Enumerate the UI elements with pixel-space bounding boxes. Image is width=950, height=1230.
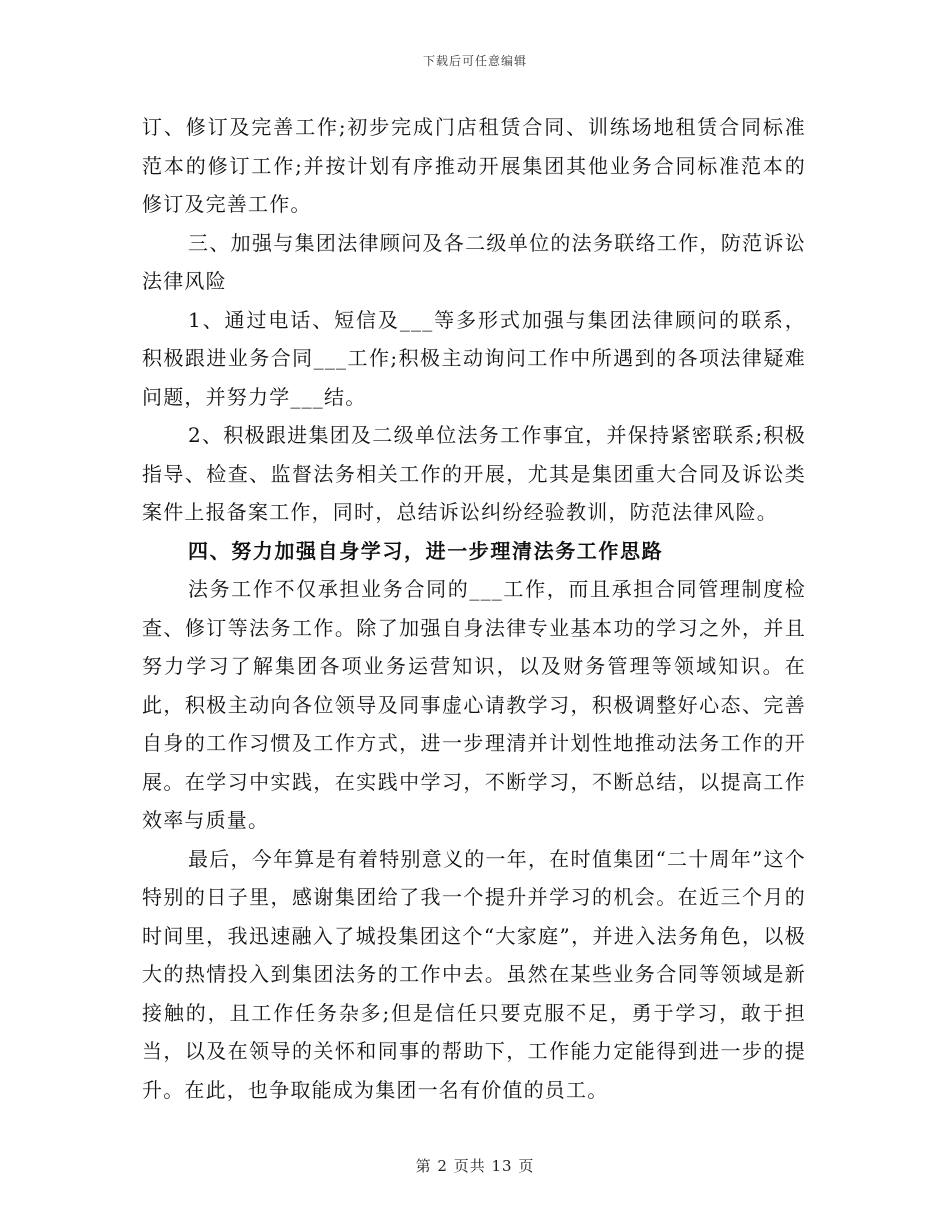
body-paragraph: 2、积极跟进集团及二级单位法务工作事宜，并保持紧密联系;积极指导、检查、监督法务相关工作的开展，尤其是集团重大合同及诉讼类案件上报备案工作，同时，总结诉讼纠纷经验教训，防范法律风险。: [142, 423, 806, 524]
document-body: [142, 108, 806, 1109]
section-heading-three: 三、加强与集团法律顾问及各二级单位的法务联络工作，防范诉讼法律风险: [142, 230, 806, 293]
page-header: 下载后可任意编辑: [422, 54, 527, 68]
body-paragraph: 法务工作不仅承担业务合同的___工作，而且承担合同管理制度检查、修订等法务工作。除了加强自身法律专业基本功的学习之外，并且努力学习了解集团各项业务运营知识，以及财务管理等领域知识。在此，积极主动向各位领导及同事虚心请教学习，积极调整好心态、完善自身的工作习惯及工作方式，进一步理清并计划性地推动法务工作的开展。在学习中实践，在实践中学习，不断学习，不断总结，以提高工作效率与质量。: [142, 577, 806, 832]
page-number-footer: 第 2 页共 13 页: [415, 1157, 535, 1175]
body-paragraph: 最后，今年算是有着特别意义的一年，在时值集团“二十周年”这个特别的日子里，感谢集团给了我一个提升并学习的机会。在近三个月的时间里，我迅速融入了城投集团这个“大家庭”，并进入法务角色，以极大的热情投入到集团法务的工作中去。虽然在某些业务合同等领域是新接触的，且工作任务杂多;但是信任只要克服不足，勇于学习，敢于担当，以及在领导的关怀和同事的帮助下，工作能力定能得到进一步的提升。在此，也争取能成为集团一名有价值的员工。: [142, 846, 806, 1102]
body-paragraph: 1、通过电话、短信及___等多形式加强与集团法律顾问的联系，积极跟进业务合同___工作;积极主动询问工作中所遇到的各项法律疑难问题，并努力学___结。: [142, 307, 806, 409]
body-paragraph: 订、修订及完善工作;初步完成门店租赁合同、训练场地租赁合同标准范本的修订工作;并按计划有序推动开展集团其他业务合同标准范本的修订及完善工作。: [142, 115, 806, 216]
section-heading-four: 四、努力加强自身学习，进一步理清法务工作思路: [188, 538, 664, 563]
